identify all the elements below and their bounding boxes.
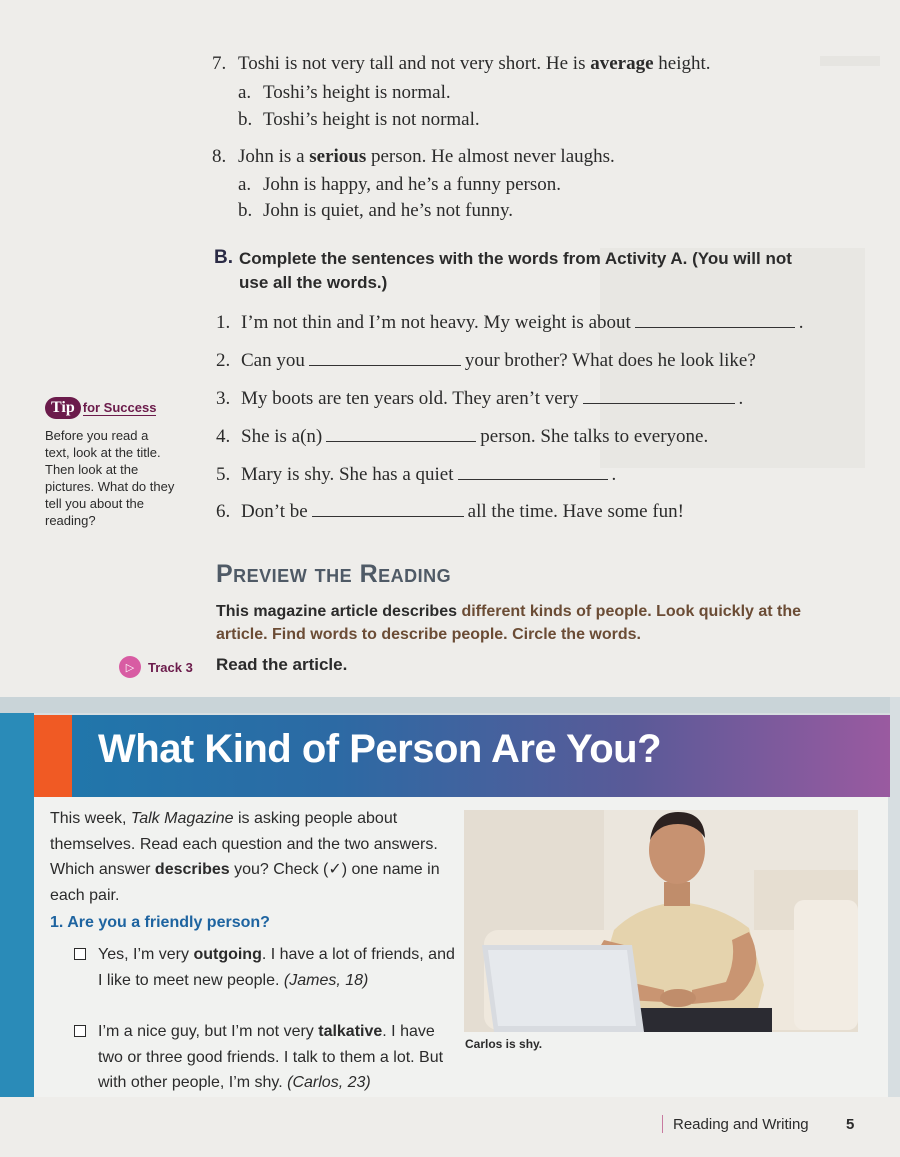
article-title: What Kind of Person Are You? (98, 727, 662, 771)
option-b: b. Toshi’s height is not normal. (238, 109, 480, 130)
question-text: 8. John is a serious person. He almost never laughs. (212, 146, 615, 167)
footer-divider (662, 1115, 663, 1133)
answer-blank[interactable] (312, 516, 464, 517)
answer-carlos: I’m a nice guy, but I’m not very talkative. I have two or three good friends. I talk to them a lot. But with other people, I’m shy. (Carlos, 23) (76, 1019, 456, 1096)
answer-blank[interactable] (309, 365, 461, 366)
fill-item-1: 1. I’m not thin and I’m not heavy. My weight is about . (216, 312, 804, 333)
tip-badge: Tip (45, 397, 81, 419)
fill-item-6: 6. Don’t be all the time. Have some fun! (216, 501, 684, 522)
fill-item-3: 3. My boots are ten years old. They aren’t very . (216, 388, 744, 409)
answer-james: Yes, I’m very outgoing. I have a lot of friends, and I like to meet new people. (James, 18) (76, 942, 456, 993)
preview-body: This magazine article describes different kinds of people. Look quickly at the article. Find words to describe people. Circle the words. (216, 603, 802, 643)
question-text: 7. Toshi is not very tall and not very short. He is average height. (212, 53, 711, 74)
fill-item-2: 2. Can you your brother? What does he look like? (216, 350, 756, 371)
option-a: a. Toshi’s height is normal. (238, 82, 451, 103)
preview-title: Preview the Reading (216, 560, 452, 588)
option-b: b. John is quiet, and he’s not funny. (238, 200, 513, 221)
checkbox[interactable] (74, 1025, 86, 1037)
article-intro: This week, Talk Magazine is asking people about themselves. Read each question and the two answers. Which answer describes you? Check (✓) one name in each pair. (50, 810, 440, 904)
footer-label: Reading and Writing (673, 1116, 809, 1133)
banner-accent (34, 715, 72, 797)
section-b-instruction: Complete the sentences with the words from Activity A. (You will not use all the words.) (239, 249, 792, 292)
article-top-band (0, 697, 890, 713)
checkbox[interactable] (74, 948, 86, 960)
tip-for-success (45, 397, 175, 529)
article-question-1: 1. Are you a friendly person? (50, 914, 270, 931)
answer-blank[interactable] (326, 441, 476, 442)
answer-blank[interactable] (458, 479, 608, 480)
section-b-letter: B. (214, 247, 233, 268)
article-left-bar (0, 713, 34, 1097)
carlos-photo (464, 810, 858, 1032)
fill-item-4: 4. She is a(n) person. She talks to everyone. (216, 426, 709, 447)
track-label: Track 3 (148, 659, 193, 675)
tip-body: Before you read a text, look at the title. Then look at the pictures. What do they tell you about the reading? (45, 428, 175, 528)
tip-label: for Success (82, 400, 157, 415)
audio-track[interactable] (119, 656, 193, 678)
audio-icon: ▷ (119, 656, 141, 678)
photo-illustration (464, 810, 858, 1032)
answer-blank[interactable] (583, 403, 735, 404)
read-instruction: Read the article. (216, 655, 348, 674)
photo-caption: Carlos is shy. (465, 1037, 543, 1051)
page-number: 5 (846, 1116, 855, 1133)
fill-item-5: 5. Mary is shy. She has a quiet . (216, 464, 617, 485)
option-a: a. John is happy, and he’s a funny person. (238, 174, 561, 195)
answer-blank[interactable] (635, 327, 795, 328)
